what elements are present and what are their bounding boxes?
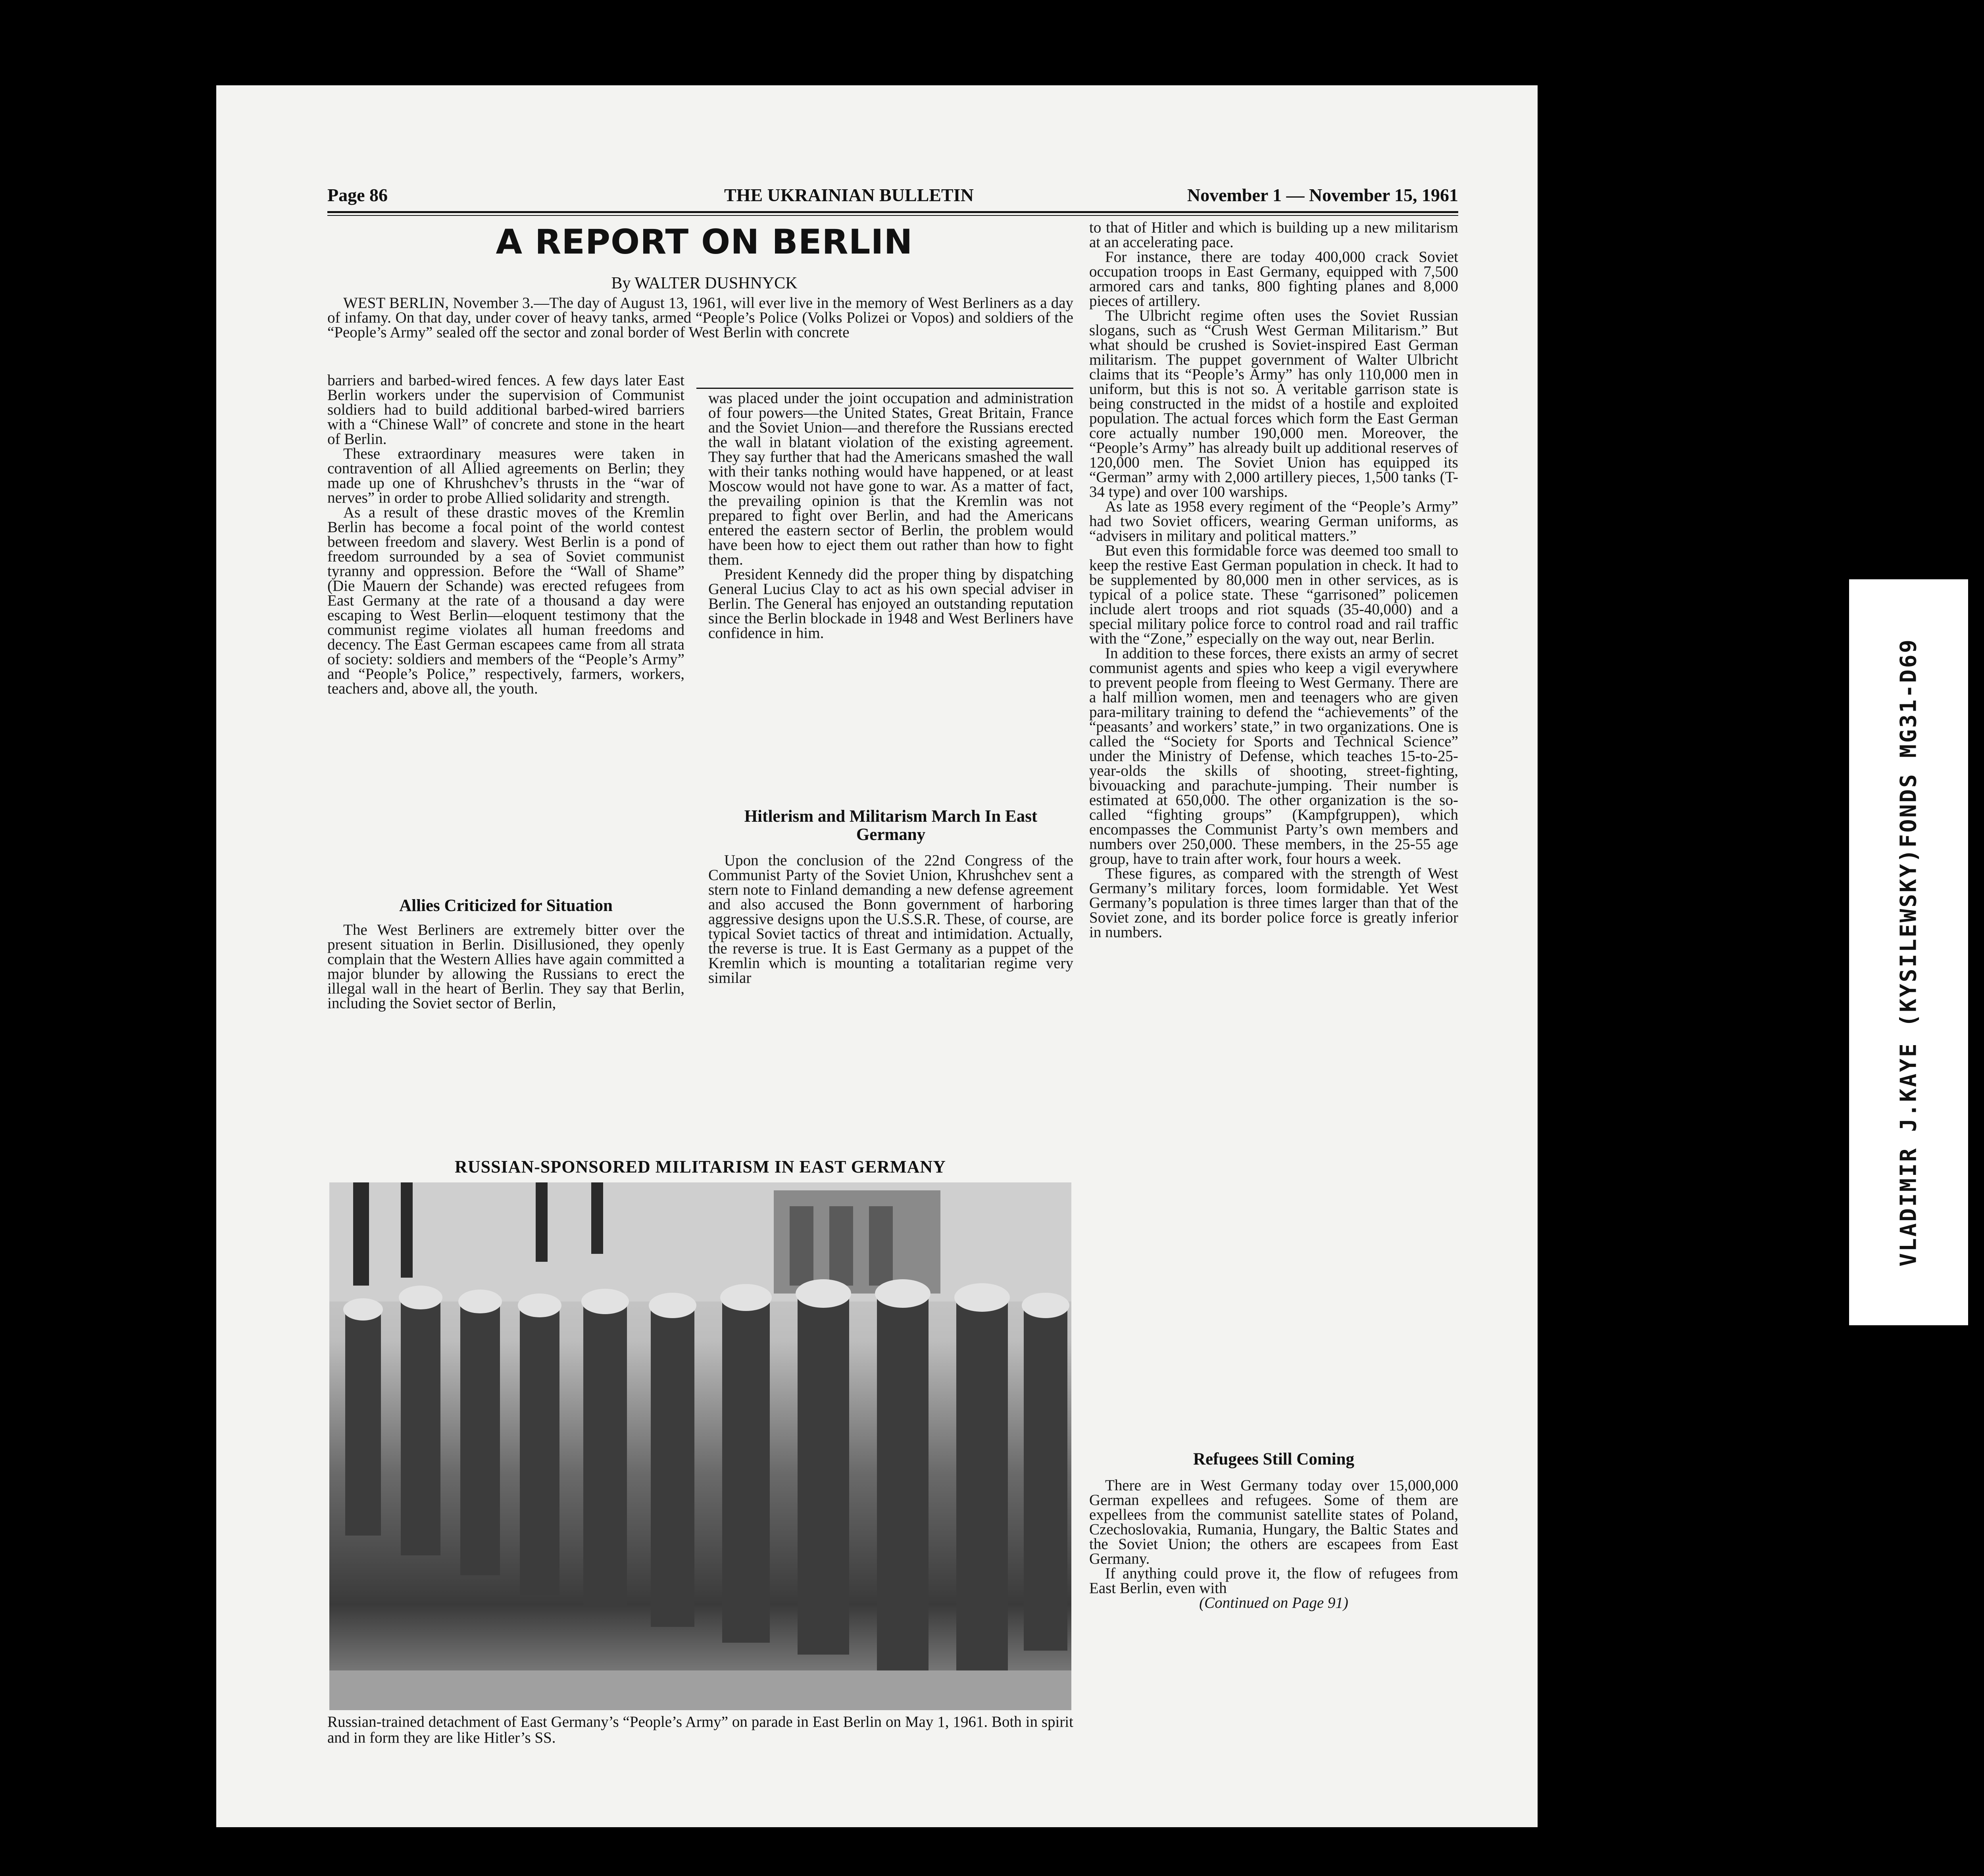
fonds-label bbox=[1849, 579, 1968, 1325]
column-1: barriers and barbed-wired fences. A few days later East Berlin workers under the supervision of Communist soldiers had to build additional barbed-wired barriers with a “Chinese Wall” of concrete and stone in the heart of Berlin. These extraordinary measures were taken in contravention of all Allied agreements on Berlin; they made up one of Khrushchev’s thrusts in the “war of nerves” in order to probe Allied solidarity and strength. As a result of these drastic moves of the Kremlin Berlin has become a focal point of the world contest between freedom and slavery. West Berlin is a pond of freedom surrounded by a sea of Soviet communist tyranny and oppression. Before the “Wall of Shame” (Die Mauern der Schande) was erected refugees from East Germany at the rate of a thousand a day were escaping to West Berlin—eloquent testimony that the communist regime violates all human freedoms and decency. The East German escapees came from all strata of society: soldiers and members of the “People’s Army” and “People’s Police,” respectively, farmers, workers, teachers and, above all, the youth. bbox=[327, 372, 684, 697]
article-title: A REPORT ON BERLIN bbox=[496, 222, 913, 262]
subhead-allies: Allies Criticized for Situation bbox=[399, 896, 613, 915]
column-3-continued: There are in West Germany today over 15,000,000 German expellees and refugees. Some of them are expellees from the communist satellite states of Poland, Czechoslovakia, Rumania, Hungary, the Baltic States and the Soviet Union; the others are escapees from East Germany. If anything could prove it, the flow of refugees from East Berlin, even with (Continued on Page 91) bbox=[1089, 1477, 1458, 1611]
parade-photo-illustration bbox=[329, 1182, 1071, 1710]
column-2-continued: Upon the conclusion of the 22nd Congress of the Communist Party of the Soviet Union, Khrushchev sent a stern note to Finland demanding a new defense agreement and also accused the Bonn government of harboring aggressive designs upon the U.S.S.R. These, of course, are typical Soviet tactics of threat and intimidation. Actually, the reverse is true. It is East Germany as a puppet of the Kremlin which is mounting a totalitarian regime very similar bbox=[708, 852, 1073, 986]
lead-paragraph: WEST BERLIN, November 3.—The day of August 13, 1961, will ever live in the memory of West Berliners as a day of infamy. On that day, under cover of heavy tanks, armed “People’s Police (Volks Polizei or Vopos) and soldiers of the “People’s Army” sealed off the sector and zonal border of West Berlin with concrete bbox=[327, 294, 1073, 341]
issue-date: November 1 — November 15, 1961 bbox=[1187, 185, 1458, 205]
byline: By WALTER DUSHNYCK bbox=[611, 274, 798, 292]
page-number: Page 86 bbox=[327, 185, 388, 205]
column-divider bbox=[696, 388, 1073, 389]
continued-note: (Continued on Page 91) bbox=[1199, 1594, 1348, 1611]
subhead-refugees: Refugees Still Coming bbox=[1193, 1450, 1355, 1469]
publication-name: THE UKRAINIAN BULLETIN bbox=[724, 185, 974, 205]
page-header bbox=[327, 185, 1458, 208]
parade-photo bbox=[329, 1182, 1071, 1710]
photo-heading: RUSSIAN-SPONSORED MILITARISM IN EAST GERMANY bbox=[455, 1157, 946, 1176]
column-3: to that of Hitler and which is building up a new militarism at an accelerating pace. For instance, there are today 400,000 crack Soviet occupation troops in East Germany, equipped with 7,500 armored cars and tanks, 800 fighting planes and 8,000 pieces of artillery. The Ulbricht regime often uses the Soviet Russian slogans, such as “Crush West German Militarism.” But what should be crushed is Soviet-inspired East German militarism. The puppet government of Walter Ulbricht claims that its “People’s Army” has only 110,000 men in uniform, but this is not so. A veritable garrison state is being constructed in the midst of a hostile and exploited population. The actual forces which form the East German core actually number 190,000 men. Moreover, the “People’s Army” has already built up additional reserves of 120,000 men. The Soviet Union has equipped its “German” army with 2,000 artillery pieces, 1,500 tanks (T-34 type) and over 100 warships. As late as 1958 every regiment of the “People’s Army” had two Soviet officers, wearing German uniforms, as “advisers in military and political matters.” But even this formidable force was deemed too small to keep the restive East German population in check. It had to be supplemented by 80,000 men in other services, as is typical of a police state. These “garrisoned” policemen include alert troops and riot squads (35-40,000) and a special military police force to control road and rail traffic with the “Zone,” especially on the way out, near Berlin. In addition to these forces, there exists an army of secret communist agents and spies who keep a vigil everywhere to prevent people from fleeing to West Germany. There are a half million women, men and teenagers who are given para-military training to defend the “achievements” of the “peasants’ and workers’ state,” in two organizations. One is called the “Society for Sports and Technical Science” under the Ministry of Defense, which teaches 15-to-25-year-olds the skills of shooting, street-fighting, bivouacking and parachute-jumping. Their number is estimated at 650,000. The other organization is the so-called “fighting groups” (Kampfgruppen), which encompasses the Communist Party’s own members and numbers over 250,000. These members, in the 25-55 age group, have to train after work, four hours a week. These figures, as compared with the strength of West Germany’s military forces, loom formidable. Yet West Germany’s population is three times larger than that of the Soviet zone, and its border police force is greatly inferior in numbers. bbox=[1089, 219, 1458, 941]
photo-caption: Russian-trained detachment of East Germany’s “People’s Army” on parade in East Berlin on May 1, 1961. Both in spirit and in form they are like Hitler’s SS. bbox=[327, 1713, 1073, 1746]
header-rule-thin bbox=[327, 215, 1458, 216]
subhead-hitlerism: Hitlerism and Militarism March In East Germany bbox=[744, 807, 1038, 844]
newspaper-page bbox=[216, 85, 1538, 1827]
column-1-continued: The West Berliners are extremely bitter over the present situation in Berlin. Disillusioned, they openly complain that the Western Allies have again committed a major blunder by allowing the Russians to erect the illegal wall in the heart of Berlin. They say that Berlin, including the Soviet sector of Berlin, bbox=[327, 921, 684, 1012]
header-rule bbox=[327, 211, 1458, 213]
column-2: was placed under the joint occupation and administration of four powers—the United States, Great Britain, France and the Soviet Union—and therefore the Russians erected the wall in blatant violation of the existing agreement. They say further that had the Americans smashed the wall with their tanks nothing would have happened, or at least Moscow would not have gone to war. As a matter of fact, the prevailing opinion is that the Kremlin was not prepared to fight over Berlin, and had the Americans entered the eastern sector of Berlin, the problem would have been how to eject them out rather than how to fight them. President Kennedy did the proper thing by dispatching General Lucius Clay to act as his own special adviser in Berlin. The General has enjoyed an outstanding reputation since the Berlin blockade in 1948 and West Berliners have confidence in him. bbox=[708, 390, 1073, 642]
fonds-label-text: VLADIMIR J.KAYE (KYSILEWSKY)FONDS MG31-D69 bbox=[1896, 638, 1922, 1267]
